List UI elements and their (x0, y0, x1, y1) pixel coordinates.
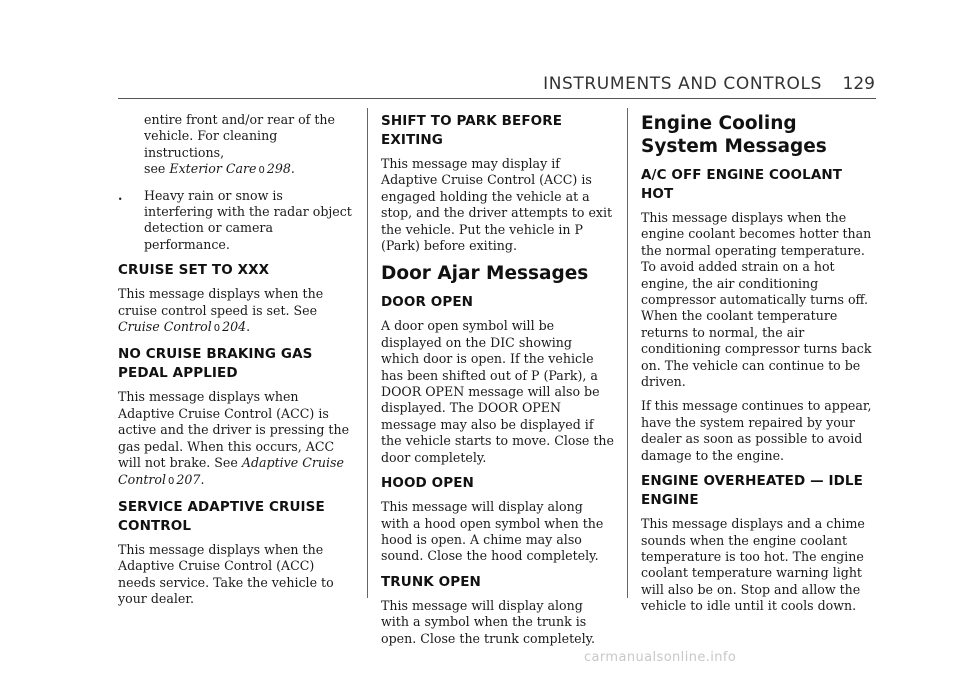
door-open-heading: DOOR OPEN (381, 294, 474, 311)
no-cruise-heading: NO CRUISE BRAKING GAS PEDAL APPLIED (118, 346, 313, 382)
column-divider-2 (627, 108, 628, 598)
watermark: carmanualsonline.info (584, 650, 737, 665)
hood-open-heading: HOOD OPEN (381, 475, 474, 492)
door-ajar-heading: Door Ajar Messages (381, 263, 589, 285)
cruise-set-body: This message displays when the cruise control speed is set. See Cruise Control 0 204. (118, 286, 324, 335)
ac-off-body-1: This message displays when the engine coolant becomes hotter than the normal operating temperature. To avoid added strain on a hot engine, the air conditioning compressor automatically turns off. When the coolant temperature returns to normal, the air conditioning compressor turns back on. The vehicle can continue to be driven. (641, 210, 872, 390)
door-open-body: A door open symbol will be displayed on the DIC showing which door is open. If the vehicle has been shifted out of P (Park), a DOOR OPEN message will also be displayed. The DOOR OPEN message may also be displayed if the vehicle starts to move. Close the door completely. (381, 318, 614, 465)
adaptive-cruise-page[interactable]: 207 (176, 471, 201, 487)
cruise-control-link[interactable]: Cruise Control (118, 319, 212, 335)
no-cruise-body: This message displays when Adaptive Cruise Control (ACC) is active and the driver is pressing the gas pedal. When this occurs, ACC will not brake. See Adaptive Cruise Control 0 207. (118, 389, 350, 487)
trunk-open-heading: TRUNK OPEN (381, 573, 481, 590)
service-acc-body: This message displays when the Adaptive Cruise Control (ACC) needs service. Take the vehicle to your dealer. (118, 541, 334, 607)
bullet-icon: . (118, 187, 123, 203)
column-divider-1 (367, 108, 368, 598)
overheated-heading: ENGINE OVERHEATED — IDLE ENGINE (641, 473, 863, 509)
hood-open-body: This message will display along with a hood open symbol when the hood is open. A chime may also sound. Close the hood completely. (381, 499, 604, 564)
continued-line-1: entire front and/or rear of the (144, 112, 335, 127)
trunk-open-body: This message will display along with a symbol when the trunk is open. Close the trunk completely. (381, 597, 596, 646)
overheated-body: This message displays and a chime sounds when the engine coolant temperature is too hot. The engine coolant temperature warning light will also be on. Stop and allow the vehicle to idle until it cools down. (641, 516, 865, 614)
cooling-heading: Engine Cooling System Messages (641, 113, 827, 157)
page-ref-icon: 0 (168, 475, 175, 487)
no-cruise-text: This message displays when Adaptive Cruise Control (ACC) is active and the driver is pressing the gas pedal. When this occurs, ACC will not brake. See (118, 389, 350, 471)
adaptive-cruise-link[interactable]: Adaptive Cruise Control (118, 455, 344, 487)
section-title: INSTRUMENTS AND CONTROLS (543, 74, 822, 94)
exterior-care-link[interactable]: Exterior Care (169, 161, 257, 177)
continued-line-2: vehicle. For cleaning instructions, (144, 128, 278, 160)
bullet-item (118, 188, 353, 254)
cruise-control-page[interactable]: 204 (222, 319, 247, 335)
column-1 (118, 112, 353, 616)
see-label: see (144, 161, 166, 177)
page-ref-icon: 0 (258, 165, 265, 177)
ac-off-body-2: If this message continues to appear, have the system repaired by your dealer as soon as possible to avoid damage to the engine. (641, 398, 872, 463)
ac-off-heading: A/C OFF ENGINE COOLANT HOT (641, 167, 843, 202)
page-number: 129 (842, 74, 875, 94)
column-2 (381, 112, 614, 655)
bullet-text: Heavy rain or snow is interfering with the radar object detection or camera performance. (144, 187, 352, 252)
service-acc-heading: SERVICE ADAPTIVE CRUISE CONTROL (118, 498, 325, 534)
shift-park-heading: SHIFT TO PARK BEFORE EXITING (381, 113, 563, 148)
header-rule (118, 98, 876, 99)
shift-park-body: This message may display if Adaptive Cruise Control (ACC) is engaged holding the vehicle at a stop, and the driver attempts to exit the vehicle. Put the vehicle in P (Park) before exiting. (381, 156, 613, 254)
exterior-care-page[interactable]: 298 (266, 161, 291, 177)
page-ref-icon: 0 (213, 323, 221, 335)
cruise-set-heading: CRUISE SET TO XXX (118, 262, 270, 279)
cruise-set-text: This message displays when the cruise control speed is set. See (118, 286, 324, 318)
column-3 (641, 112, 877, 623)
continued-text: entire front and/or rear of the vehicle. For cleaning instructions, see Exterior Care 0 298. (144, 112, 335, 177)
